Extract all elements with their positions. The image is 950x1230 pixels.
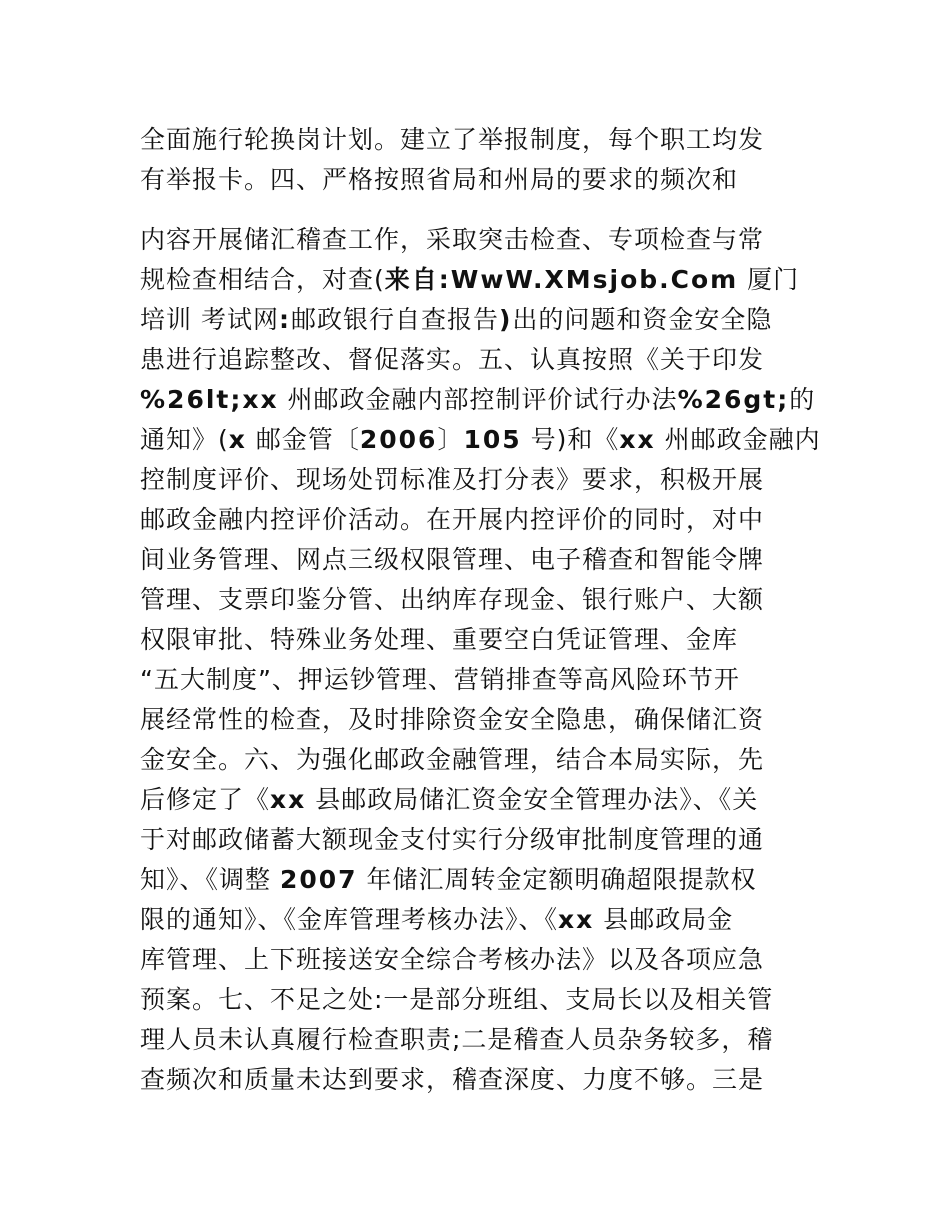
text-line xyxy=(140,860,757,900)
text-segment: 的 xyxy=(789,385,816,414)
text-line xyxy=(140,940,764,980)
text-line xyxy=(140,620,738,660)
bold-text-segment: xx xyxy=(619,425,656,454)
text-segment: 展经常性的检查，及时排除资金安全隐患，确保储汇资 xyxy=(140,705,765,734)
text-segment: 州邮政金融内 xyxy=(655,425,821,454)
bold-text-segment: xx xyxy=(270,785,307,814)
text-segment: 县邮政局储汇资金安全管理办法》、《关 xyxy=(306,785,759,814)
text-segment: 培训 考试网 xyxy=(140,305,279,334)
bold-text-segment: x xyxy=(228,425,247,454)
text-segment: 预案。七、不足之处:一是部分班组、支局长以及相关管 xyxy=(140,985,774,1014)
text-line xyxy=(140,580,764,620)
bold-text-segment: : xyxy=(278,305,291,334)
text-segment: 内容开展储汇稽查工作，采取突击检查、专项检查与常 xyxy=(140,225,765,254)
text-segment: 管理、支票印鉴分管、出纳库存现金、银行账户、大额 xyxy=(140,585,765,614)
text-line xyxy=(140,980,773,1020)
text-segment: 后修定了《 xyxy=(140,785,271,814)
text-segment: 通知》( xyxy=(140,425,229,454)
text-segment: 知》、《调整 xyxy=(140,865,280,894)
text-segment: 权限审批、特殊业务处理、重要空白凭证管理、金库 xyxy=(140,625,739,654)
text-line xyxy=(140,220,764,260)
text-line xyxy=(140,380,815,420)
bold-text-segment: 105 xyxy=(463,425,522,454)
text-segment: 年储汇周转金定额明确超限提款权 xyxy=(357,865,757,894)
bold-text-segment: %26lt;xx xyxy=(140,385,279,414)
bold-text-segment: ) xyxy=(498,305,513,334)
text-segment: 县邮政局金 xyxy=(594,905,734,934)
text-line xyxy=(140,120,764,160)
text-line xyxy=(140,160,738,200)
bold-text-segment: 2007 xyxy=(279,865,358,894)
text-segment: 州邮政金融内部控制评价试行办法 xyxy=(278,385,678,414)
text-segment: 规检查相结合，对查( xyxy=(140,265,385,294)
text-line xyxy=(140,420,821,460)
text-line xyxy=(140,700,764,740)
text-line xyxy=(140,260,799,300)
text-segment: 邮金管〔 xyxy=(246,425,360,454)
text-segment: 有举报卡。四、严格按照省局和州局的要求的频次和 xyxy=(140,165,739,194)
text-segment: 于对邮政储蓄大额现金支付实行分级审批制度管理的通 xyxy=(140,825,765,854)
text-segment: 〕 xyxy=(437,425,464,454)
text-segment: 邮政银行自查报告 xyxy=(290,305,499,334)
text-segment: 患进行追踪整改、督促落实。五、认真按照《关于印发 xyxy=(140,345,765,374)
text-segment: 金安全。六、为强化邮政金融管理，结合本局实际，先 xyxy=(140,745,765,774)
text-segment: 间业务管理、网点三级权限管理、电子稽查和智能令牌 xyxy=(140,545,765,574)
bold-text-segment: 来自:WwW.XMsjob.Com xyxy=(384,265,739,294)
bold-text-segment: 2006 xyxy=(359,425,438,454)
text-segment: 限的通知》、《金库管理考核办法》、《 xyxy=(140,905,559,934)
text-line xyxy=(140,900,733,940)
text-line xyxy=(140,660,740,700)
text-line xyxy=(140,300,772,340)
text-segment: 理人员未认真履行检查职责;二是稽查人员杂务较多，稽 xyxy=(140,1025,774,1054)
bold-text-segment: %26gt; xyxy=(677,385,790,414)
bold-text-segment: xx xyxy=(558,905,595,934)
text-segment: 厦门 xyxy=(738,265,800,294)
text-segment: “五大制度”、押运钞管理、营销排查等高风险环节开 xyxy=(140,665,740,694)
text-segment: 邮政金融内控评价活动。在开展内控评价的同时，对中 xyxy=(140,505,765,534)
text-segment: 全面施行轮换岗计划。建立了举报制度，每个职工均发 xyxy=(140,125,765,154)
text-line xyxy=(140,1020,773,1060)
text-segment: 号)和《 xyxy=(521,425,620,454)
text-segment: 出的问题和资金安全隐 xyxy=(512,305,773,334)
text-segment: 查频次和质量未达到要求，稽查深度、力度不够。三是 xyxy=(140,1065,765,1094)
text-line xyxy=(140,1060,764,1100)
text-segment: 库管理、上下班接送安全综合考核办法》以及各项应急 xyxy=(140,945,765,974)
text-line xyxy=(140,780,758,820)
text-line xyxy=(140,540,764,580)
text-line xyxy=(140,340,764,380)
text-line xyxy=(140,460,764,500)
text-line xyxy=(140,820,764,860)
text-line xyxy=(140,740,764,780)
text-line xyxy=(140,500,764,540)
text-segment: 控制度评价、现场处罚标准及打分表》要求，积极开展 xyxy=(140,465,765,494)
